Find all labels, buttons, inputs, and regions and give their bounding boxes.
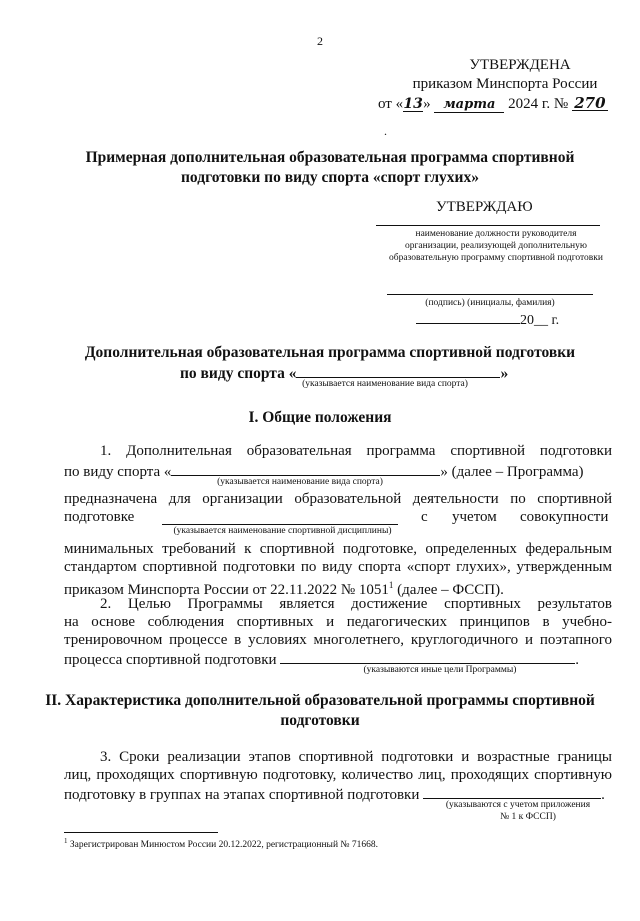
p1-caption2: (указывается наименование спортивной дисциплины) bbox=[173, 526, 392, 536]
approval-date-line bbox=[378, 95, 608, 114]
approve-date-suffix: 20__ г. bbox=[520, 313, 560, 328]
approve-heading: УТВЕРЖДАЮ bbox=[436, 199, 533, 215]
approval-month: марта bbox=[434, 98, 504, 113]
p3-line1 bbox=[64, 748, 612, 767]
p2-caption: (указываются иные цели Программы) bbox=[363, 665, 517, 675]
p3-blank bbox=[423, 784, 601, 799]
p2-line1-text: 2. Целью Программы является достижение спортивных результатов bbox=[100, 596, 612, 612]
p1-footnote-mark: 1 bbox=[388, 580, 394, 590]
p1-caption1: (указывается наименование вида спорта) bbox=[217, 477, 383, 487]
p1-line2-prefix: по виду спорта « bbox=[64, 464, 172, 480]
approve-date-blank bbox=[416, 310, 520, 324]
document-title-line2: подготовки по виду спорта «спорт глухих» bbox=[181, 169, 479, 186]
approval-block bbox=[380, 56, 620, 94]
approve-caption bbox=[360, 228, 632, 264]
position-signature-line bbox=[376, 225, 600, 226]
footnote-text: Зарегистрирован Минюстом России 20.12.2022, регистрационный № 71668. bbox=[67, 840, 378, 851]
page-number: 2 bbox=[317, 34, 323, 48]
footnote-mark: 1 bbox=[64, 837, 68, 845]
p3-line3-prefix: подготовку в группах на этапах спортивной подготовки bbox=[64, 787, 420, 803]
p2-goals-blank bbox=[280, 649, 575, 664]
p2-line4-suffix: . bbox=[575, 652, 580, 668]
approval-number: 270 bbox=[572, 96, 608, 111]
p1-line4-prefix: подготовке bbox=[64, 509, 135, 525]
p1-line1-text: 1. Дополнительная образовательная программа спортивной подготовки bbox=[100, 443, 612, 459]
p2-line3: тренировочном процессе в условиях многолетнего, круглогодичного и поэтапного bbox=[64, 632, 612, 648]
signature-line bbox=[387, 294, 593, 295]
footnote bbox=[64, 837, 378, 850]
p2-line4-prefix: процесса спортивной подготовки bbox=[64, 652, 277, 668]
program-title-prefix: по виду спорта « bbox=[180, 365, 297, 382]
p1-line1 bbox=[64, 442, 612, 461]
section2-heading-line1: II. Характеристика дополнительной образовательной программы спортивной bbox=[45, 692, 595, 709]
p1-line7-prefix: приказом Минспорта России от 22.11.2022 № 1051 bbox=[64, 582, 389, 598]
p1-sport-blank bbox=[171, 461, 440, 476]
approval-day: 13 bbox=[403, 96, 423, 112]
footnote-separator bbox=[64, 832, 218, 833]
p1-line3: предназначена для организации образовательной деятельности по спортивной bbox=[64, 491, 612, 507]
approval-heading: УТВЕРЖДЕНА bbox=[469, 57, 571, 73]
p1-line4-end: совокупности bbox=[520, 509, 609, 525]
approval-year: 2024 г. № bbox=[508, 96, 569, 112]
p1-line7-suffix: (далее – ФССП). bbox=[393, 582, 504, 598]
program-sport-blank bbox=[296, 363, 500, 378]
section2-heading-line2: подготовки bbox=[280, 712, 360, 729]
section1-heading: I. Общие положения bbox=[248, 409, 392, 426]
approve-date bbox=[416, 310, 559, 329]
p3-caption-line2: № 1 к ФССП) bbox=[500, 812, 556, 822]
p3-line3-suffix: . bbox=[601, 787, 605, 803]
p2-line2: на основе соблюдения спортивных и педагогических принципов в учебно- bbox=[64, 614, 612, 630]
signature-caption: (подпись) (инициалы, фамилия) bbox=[425, 298, 555, 308]
p3-caption bbox=[418, 799, 618, 823]
p3-caption-line1: (указываются с учетом приложения bbox=[445, 800, 591, 810]
p1-line4-with: учетом bbox=[452, 509, 497, 525]
program-title-line1: Дополнительная образовательная программа спортивной подготовки bbox=[84, 344, 576, 361]
p3-line1-text: 3. Сроки реализации этапов спортивной подготовки и возрастные границы bbox=[100, 749, 612, 765]
approval-close-quote: » bbox=[423, 96, 431, 112]
section2-heading bbox=[20, 691, 620, 731]
approval-from: от « bbox=[378, 96, 404, 112]
approve-caption-line3: образовательную программу спортивной подготовки bbox=[388, 253, 603, 263]
program-title-caption: (указывается наименование вида спорта) bbox=[302, 379, 468, 389]
document-title-line1: Примерная дополнительная образовательная программа спортивной bbox=[85, 149, 575, 166]
program-title-suffix: » bbox=[500, 365, 509, 382]
p1-line5: минимальных требований к спортивной подготовке, определенных федеральным bbox=[64, 541, 612, 557]
approve-caption-line1: наименование должности руководителя bbox=[415, 229, 577, 239]
approval-order-line: приказом Минспорта России bbox=[412, 76, 598, 92]
approve-caption-line2: организации, реализующей дополнительную bbox=[405, 241, 587, 251]
document-title bbox=[40, 148, 620, 188]
p1-line6: стандартом спортивной подготовки по виду спорта «спорт глухих», утвержденным bbox=[64, 559, 612, 575]
p1-line2-suffix: » (далее – Программа) bbox=[440, 464, 584, 480]
p2-line1 bbox=[64, 595, 612, 614]
p1-line4-c: с bbox=[421, 509, 428, 525]
stray-dot: . bbox=[384, 124, 387, 138]
p3-line2: лиц, проходящих спортивную подготовку, количество лиц, проходящих спортивную bbox=[64, 767, 612, 783]
